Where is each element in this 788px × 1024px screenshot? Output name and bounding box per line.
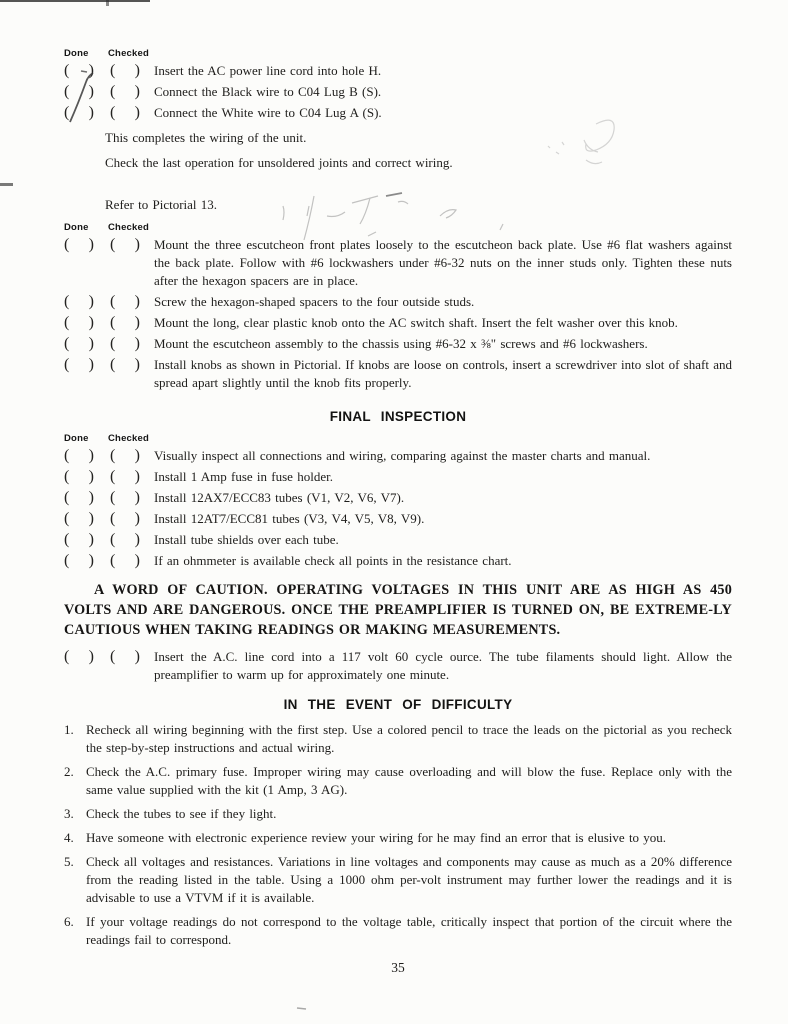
- checklist-item-text: Insert the A.C. line cord into a 117 volt 60 cycle ource. The tube filaments should light. Allow the preamplifier to warm up for approximately one minute.: [154, 649, 732, 682]
- paren-icon: ): [134, 314, 140, 331]
- paren-icon: (: [110, 468, 116, 485]
- paren-icon: ): [134, 104, 140, 121]
- item-text: Check the tubes to see if they light.: [86, 806, 277, 821]
- done-checkbox: [64, 489, 94, 507]
- paren-icon: (: [64, 104, 70, 121]
- paren-icon: ): [88, 447, 94, 464]
- checklist-item-text: Install 12AX7/ECC83 tubes (V1, V2, V6, V7).: [154, 490, 405, 505]
- paren-icon: (: [110, 648, 116, 665]
- paren-icon: (: [110, 489, 116, 506]
- done-checkbox: [64, 447, 94, 465]
- numbered-item: [64, 721, 732, 757]
- checked-checkbox: [110, 356, 140, 374]
- checked-column-label: Checked: [108, 433, 150, 444]
- checklist-item-text: Install 12AT7/ECC81 tubes (V3, V4, V5, V8, V9).: [154, 511, 425, 526]
- done-column-label: Done: [64, 433, 89, 444]
- paren-icon: (: [64, 468, 70, 485]
- numbered-item: [64, 805, 732, 823]
- checklist-item-text: Install knobs as shown in Pictorial. If knobs are loose on controls, insert a screwdriver into slot of shaft and spread apart slightly until the knob fits properly.: [154, 357, 732, 390]
- checked-checkbox: [110, 335, 140, 353]
- checklist-item-text: Insert the AC power line cord into hole H.: [154, 63, 382, 78]
- item-text: Check all voltages and resistances. Variations in line voltages and components may cause as much as a 20% difference from the reading listed in the table. Using a 1000 ohm per-volt instrument may further lower the readings and it is advisable to use a VTVM if it is available.: [86, 854, 732, 905]
- caution-paragraph: A WORD OF CAUTION. OPERATING VOLTAGES IN THIS UNIT ARE AS HIGH AS 450 VOLTS AND ARE DANGEROUS. ONCE THE PREAMPLIFIER IS TURNED ON, BE EXTREME-LY CAUTIOUS WHEN TAKING READINGS OR MAKING MEASUREMENTS.: [64, 582, 732, 638]
- paren-icon: ): [134, 447, 140, 464]
- item-text: Check the A.C. primary fuse. Improper wiring may cause overloading and will blow the fuse. Replace only with the same value supplied with the kit (1 Amp, 3 AG).: [86, 764, 732, 797]
- done-column-label: Done: [64, 222, 89, 233]
- numbered-item: [64, 853, 732, 907]
- checklist-item-text: Mount the escutcheon assembly to the chassis using #6-32 x ⅜" screws and #6 lockwashers.: [154, 336, 648, 351]
- done-checkbox: [64, 104, 94, 122]
- paren-icon: (: [110, 83, 116, 100]
- paren-icon: ): [88, 104, 94, 121]
- checklist-item-text: Screw the hexagon-shaped spacers to the four outside studs.: [154, 294, 475, 309]
- done-column-label: Done: [64, 48, 89, 59]
- checked-checkbox: [110, 83, 140, 101]
- done-checkbox: [64, 648, 94, 666]
- column-headers: [64, 433, 732, 444]
- difficulty-heading: IN THE EVENT OF DIFFICULTY: [283, 697, 513, 712]
- checked-checkbox: [110, 648, 140, 666]
- checked-checkbox: [110, 314, 140, 332]
- wiring-complete-note: This completes the wiring of the unit.: [105, 130, 307, 145]
- check-operation-note: Check the last operation for unsoldered joints and correct wiring.: [105, 155, 453, 170]
- paren-icon: (: [110, 552, 116, 569]
- paren-icon: (: [64, 531, 70, 548]
- checklist-row: [64, 489, 732, 507]
- paren-icon: (: [64, 447, 70, 464]
- item-number: 2.: [64, 764, 74, 779]
- refer-pictorial-note: Refer to Pictorial 13.: [105, 197, 218, 212]
- paren-icon: ): [88, 356, 94, 373]
- final-inspection-heading: FINAL INSPECTION: [329, 409, 467, 424]
- item-number: 4.: [64, 830, 74, 845]
- paren-icon: (: [110, 314, 116, 331]
- checked-checkbox: [110, 447, 140, 465]
- numbered-item: [64, 829, 732, 847]
- checked-column-label: Checked: [108, 222, 150, 233]
- paren-icon: (: [110, 510, 116, 527]
- done-checkbox: [64, 293, 94, 311]
- paren-icon: ): [134, 62, 140, 79]
- paren-icon: (: [110, 104, 116, 121]
- checked-checkbox: [110, 552, 140, 570]
- paren-icon: (: [110, 531, 116, 548]
- checklist-row: [64, 531, 732, 549]
- done-checkbox: [64, 356, 94, 374]
- checklist-row: [64, 62, 732, 80]
- checklist-item-text: Mount the three escutcheon front plates loosely to the escutcheon back plate. Use #6 flat washers against the back plate. Follow with #6 lockwashers under #6-32 nuts on the inner studs only. Tighten these nuts after the hexagon spacers are in place.: [154, 237, 732, 288]
- checklist-item-text: Visually inspect all connections and wiring, comparing against the master charts and manual.: [154, 448, 651, 463]
- done-checkbox: [64, 468, 94, 486]
- item-number: 6.: [64, 914, 74, 929]
- paren-icon: (: [64, 314, 70, 331]
- checklist-row: [64, 648, 732, 684]
- paren-icon: ): [134, 293, 140, 310]
- checklist-row: [64, 447, 732, 465]
- paren-icon: ): [88, 648, 94, 665]
- column-headers: [64, 48, 732, 59]
- paren-icon: (: [64, 236, 70, 253]
- paren-icon: (: [110, 356, 116, 373]
- paren-icon: (: [110, 62, 116, 79]
- paren-icon: ): [88, 531, 94, 548]
- paren-icon: ): [88, 335, 94, 352]
- paren-icon: (: [110, 293, 116, 310]
- paren-icon: ): [88, 510, 94, 527]
- paren-icon: ): [88, 552, 94, 569]
- item-text: If your voltage readings do not correspond to the voltage table, critically inspect that portion of the circuit where the readings fail to correspond.: [86, 914, 732, 947]
- checked-checkbox: [110, 293, 140, 311]
- checked-checkbox: [110, 62, 140, 80]
- done-checkbox: [64, 335, 94, 353]
- checklist-item-text: Mount the long, clear plastic knob onto the AC switch shaft. Insert the felt washer over this knob.: [154, 315, 678, 330]
- checked-checkbox: [110, 104, 140, 122]
- paren-icon: ): [134, 531, 140, 548]
- checklist-row: [64, 552, 732, 570]
- checked-checkbox: [110, 468, 140, 486]
- checklist-item-text: Connect the Black wire to C04 Lug B (S).: [154, 84, 382, 99]
- paren-icon: ): [134, 489, 140, 506]
- checklist-item-text: Install 1 Amp fuse in fuse holder.: [154, 469, 333, 484]
- done-checkbox: [64, 314, 94, 332]
- done-checkbox: [64, 236, 94, 254]
- checklist-row: [64, 356, 732, 392]
- numbered-item: [64, 763, 732, 799]
- paren-icon: ): [88, 489, 94, 506]
- column-headers: [64, 222, 732, 233]
- checked-checkbox: [110, 510, 140, 528]
- paren-icon: (: [64, 83, 70, 100]
- checklist-row: [64, 104, 732, 122]
- checklist-item-text: Connect the White wire to C04 Lug A (S).: [154, 105, 382, 120]
- paren-icon: ): [134, 648, 140, 665]
- paren-icon: ): [134, 83, 140, 100]
- paren-icon: (: [64, 489, 70, 506]
- checklist-item-text: If an ohmmeter is available check all points in the resistance chart.: [154, 553, 512, 568]
- paren-icon: (: [64, 510, 70, 527]
- paren-icon: ): [88, 62, 94, 79]
- checked-column-label: Checked: [108, 48, 150, 59]
- checked-checkbox: [110, 236, 140, 254]
- checklist-row: [64, 236, 732, 290]
- done-checkbox: [64, 510, 94, 528]
- paren-icon: ): [134, 236, 140, 253]
- paren-icon: ): [88, 468, 94, 485]
- paren-icon: (: [110, 236, 116, 253]
- paren-icon: ): [88, 314, 94, 331]
- paren-icon: ): [88, 83, 94, 100]
- done-checkbox: [64, 62, 94, 80]
- checklist-row: [64, 468, 732, 486]
- done-checkbox: [64, 552, 94, 570]
- paren-icon: (: [64, 293, 70, 310]
- paren-icon: (: [64, 62, 70, 79]
- paren-icon: (: [64, 648, 70, 665]
- numbered-item: [64, 913, 732, 949]
- done-checkbox: [64, 531, 94, 549]
- paren-icon: ): [88, 236, 94, 253]
- item-number: 1.: [64, 722, 74, 737]
- checklist-row: [64, 314, 732, 332]
- checklist-row: [64, 335, 732, 353]
- paren-icon: (: [110, 447, 116, 464]
- item-text: Have someone with electronic experience review your wiring for he may find an error that is elusive to you.: [86, 830, 667, 845]
- checklist-row: [64, 293, 732, 311]
- page-number: 35: [391, 960, 405, 975]
- paren-icon: (: [64, 356, 70, 373]
- item-number: 5.: [64, 854, 74, 869]
- item-number: 3.: [64, 806, 74, 821]
- paren-icon: ): [88, 293, 94, 310]
- paren-icon: ): [134, 468, 140, 485]
- paren-icon: (: [110, 335, 116, 352]
- checked-checkbox: [110, 531, 140, 549]
- paren-icon: (: [64, 335, 70, 352]
- scan-artifact-bottom-dash: [297, 1008, 306, 1009]
- checked-checkbox: [110, 489, 140, 507]
- done-checkbox: [64, 83, 94, 101]
- paren-icon: ): [134, 356, 140, 373]
- item-text: Recheck all wiring beginning with the first step. Use a colored pencil to trace the leads on the pictorial as you recheck the step-by-step instructions and actual wiring.: [86, 722, 732, 755]
- paren-icon: ): [134, 335, 140, 352]
- checklist-row: [64, 510, 732, 528]
- paren-icon: ): [134, 510, 140, 527]
- paren-icon: (: [64, 552, 70, 569]
- paren-icon: ): [134, 552, 140, 569]
- checklist-row: [64, 83, 732, 101]
- checklist-item-text: Install tube shields over each tube.: [154, 532, 339, 547]
